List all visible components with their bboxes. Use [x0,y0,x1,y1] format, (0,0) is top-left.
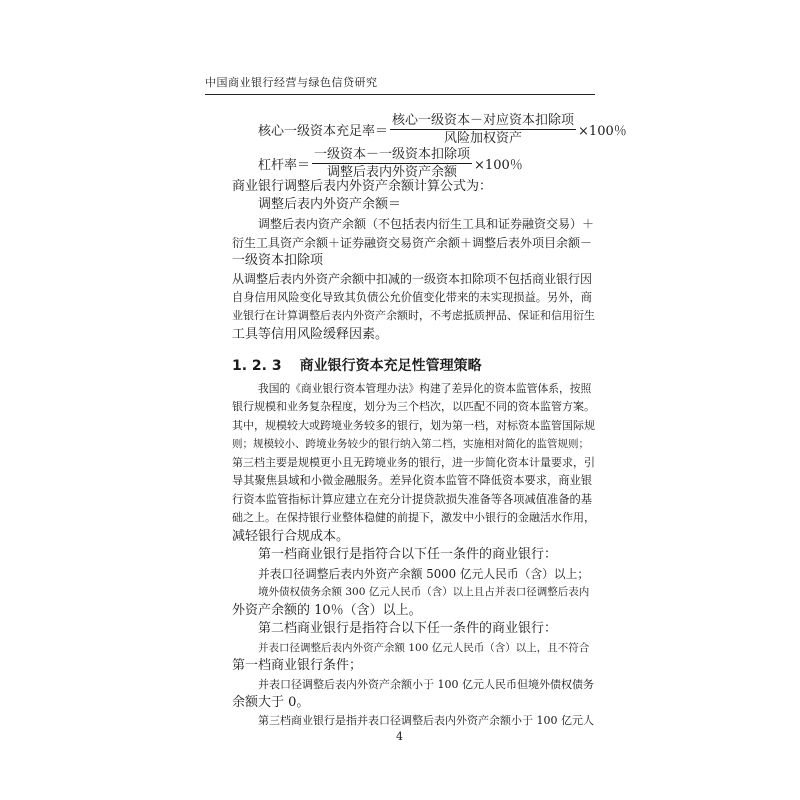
text-line: 余额大于 0。 [232,695,310,710]
text-line: 调整后表内外资产余额＝ [258,197,402,212]
page-number: 4 [396,730,403,743]
text-line: 银行规模和业务复杂程度，划分为三个档次，以匹配不同的资本监管方案。 [232,400,595,413]
text-line: 我国的《商业银行资本管理办法》构建了差异化的资本监管体系，按照 [258,382,592,395]
section-title: 商业银行资本充足性管理策略 [299,358,482,374]
fraction-denominator: 调整后表内外资产余额 [327,165,458,180]
formula-lhs: 杠杆率＝ [258,158,311,173]
text-line: 一级资本扣除项 [232,253,324,268]
text-line: 衍生工具资产余额＋证券融资交易资产余额＋调整后表外项目余额－ [232,236,593,250]
formula-suffix: ×100％ [474,158,523,173]
text-line: 第二档商业银行是指符合以下任一条件的商业银行： [258,621,558,636]
text-line: 外资产余额的 10％（含）以上。 [232,603,422,618]
core-tier1-ratio-formula [258,113,627,146]
text-line: 工具等信用风险缓释因素。 [232,327,389,342]
fraction-numerator: 一级资本－一级资本扣除项 [314,147,471,162]
text-line: 第一档商业银行条件； [232,658,363,673]
text-line: 并表口径调整后表内外资产余额 5000 亿元人民币（含）以上； [258,567,590,581]
running-head: 中国商业银行经营与绿色信贷研究 [205,74,595,95]
text-line: 行资本监管指标计算应建立在充分计提贷款损失准备等各项减值准备的基 [232,493,593,506]
text-line: 并表口径调整后表内外资产余额小于 100 亿元人民币但境外债权债务 [258,678,594,691]
text-line: 其中，规模较大或跨境业务较多的银行，划为第一档，对标资本监管国际规 [232,419,595,432]
text-line: 减轻银行合规成本。 [232,529,350,544]
section-heading [232,355,482,375]
formula-suffix: ×100％ [578,124,627,139]
fraction [390,113,576,146]
text-line: 第一档商业银行是指符合以下任一条件的商业银行： [258,547,558,562]
text-line: 导其聚焦县域和小微金融服务。差异化资本监管不降低资本要求，商业银 [232,474,593,487]
text-line: 第三档商业银行是指并表口径调整后表内外资产余额小于 100 亿元人 [258,714,594,727]
text-line: 第三档主要是规模更小且无跨境业务的银行，进一步简化资本计量要求，引 [232,456,595,469]
text-line: 础之上。在保持银行业整体稳健的前提下，激发中小银行的金融活水作用， [232,511,595,524]
leverage-ratio-formula [258,147,523,180]
text-line: 调整后表内资产余额（不包括表内衍生工具和证券融资交易）＋ [258,217,595,231]
text-line: 境外债权债务余额 300 亿元人民币（含）以上且占并表口径调整后表内 [258,586,590,598]
fraction-numerator: 核心一级资本－对应资本扣除项 [392,113,575,128]
text-line: 业银行在计算调整后表内外资产余额时，不考虑抵质押品、保证和信用衍生 [232,309,595,322]
text-line: 从调整后表内外资产余额中扣减的一级资本扣除项不包括商业银行因 [232,272,593,286]
fraction [312,147,472,180]
formula-lhs: 核心一级资本充足率＝ [258,124,389,139]
section-number: 1. 2. 3 [232,358,282,374]
text-line: 则；规模较小、跨境业务较少的银行纳入第二档，实施相对简化的监管规则； [232,438,589,450]
fraction-denominator: 风险加权资产 [444,131,523,146]
text-line: 自身信用风险变化导致其负债公允价值变化带来的未实现损益。另外，商 [232,291,593,304]
text-line: 并表口径调整后表内外资产余额 100 亿元人民币（含）以上，且不符合 [258,642,590,654]
text-line: 商业银行调整后表内外资产余额计算公式为： [232,179,493,194]
